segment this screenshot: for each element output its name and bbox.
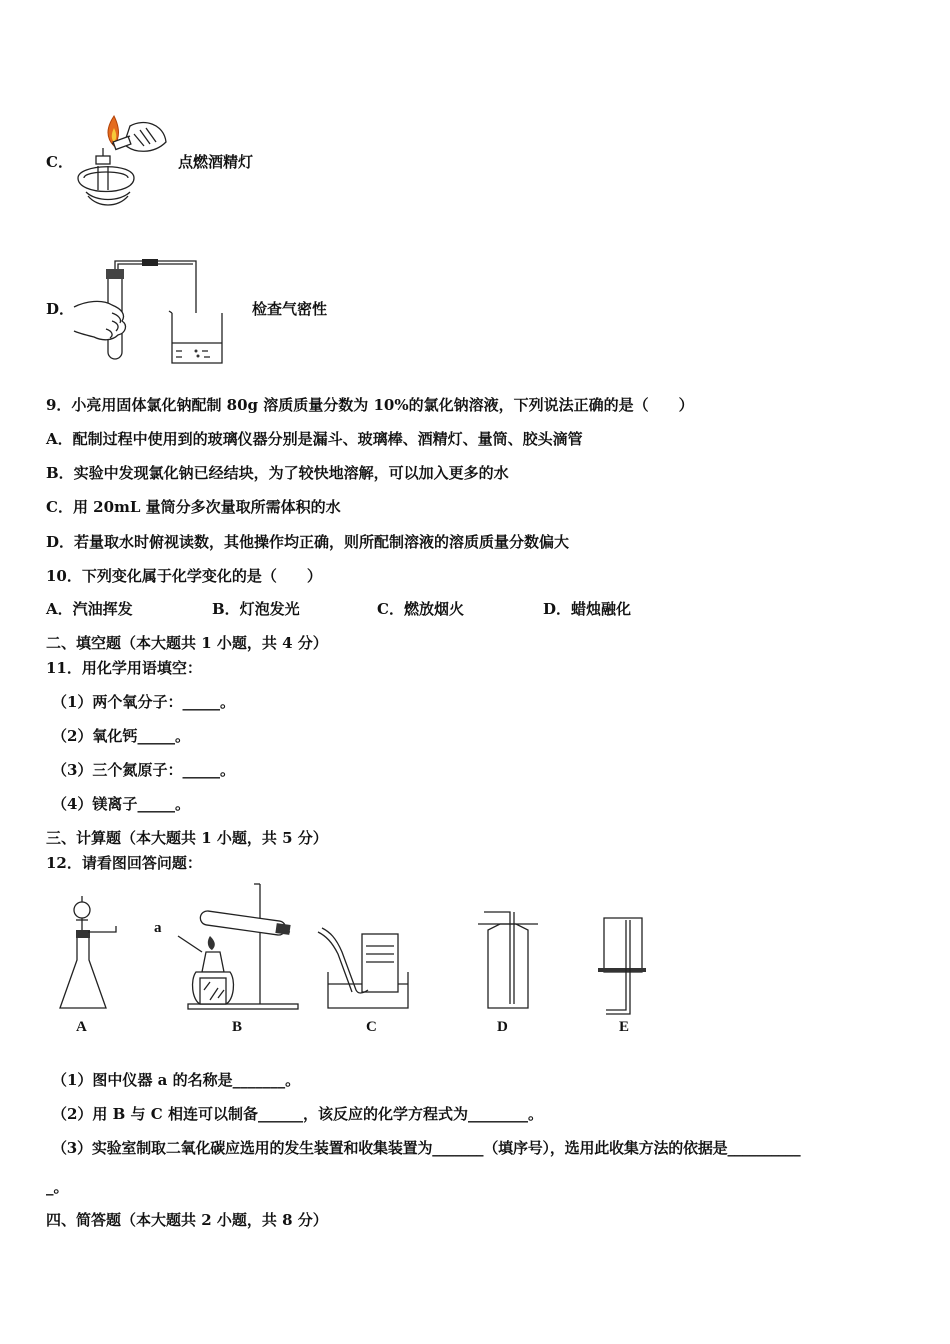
q10-stem: 10．下列变化属于化学变化的是（ ） (46, 567, 322, 585)
option-c-label: C． (46, 153, 73, 171)
figure-label-d: D (497, 1019, 508, 1035)
apparatus-b (178, 884, 298, 1009)
apparatus-figure (50, 880, 670, 1024)
q12-part-1: （1）图中仪器 a 的名称是_______。 (52, 1071, 301, 1089)
airtightness-check-figure (72, 255, 232, 374)
apparatus-d (478, 912, 538, 1008)
q11-part-4: （4）镁离子_____。 (52, 795, 190, 813)
q9-option-d: D．若量取水时俯视读数，其他操作均正确，则所配制溶液的溶质质量分数偏大 (46, 533, 570, 551)
option-d-text: 检查气密性 (252, 300, 328, 318)
section-4-heading: 四、简答题（本大题共 2 小题，共 8 分） (46, 1211, 328, 1229)
figure-label-e: E (619, 1019, 630, 1035)
figure-label-b: B (232, 1019, 243, 1035)
apparatus-e (598, 918, 646, 1014)
q12-stem: 12．请看图回答问题： (46, 854, 202, 872)
apparatus-a (60, 896, 116, 1008)
q9-option-b: B．实验中发现氯化钠已经结块，为了较快地溶解，可以加入更多的水 (46, 464, 509, 482)
q10-option-d: D．蜡烛融化 (543, 600, 632, 618)
alcohol-lamp-lighting-figure (74, 104, 174, 218)
apparatus-c (318, 928, 408, 1008)
q11-part-1: （1）两个氧分子：_____。 (52, 693, 235, 711)
q11-part-3: （3）三个氮原子：_____。 (52, 761, 235, 779)
q9-option-a: A．配制过程中使用到的玻璃仪器分别是漏斗、玻璃棒、酒精灯、量筒、胶头滴管 (46, 430, 583, 448)
figure-label-c: C (366, 1019, 377, 1035)
q12-part-3: （3）实验室制取二氧化碳应选用的发生装置和收集装置为_______（填序号），选用此收集方法的依据是__________ (52, 1139, 801, 1157)
q9-stem: 9．小亮用固体氯化钠配制 80g 溶质质量分数为 10%的氯化钠溶液，下列说法正确的是（ ） (46, 396, 694, 414)
figure-label-a: A (76, 1019, 87, 1035)
section-3-heading: 三、计算题（本大题共 1 小题，共 5 分） (46, 829, 328, 847)
q10-option-b: B．灯泡发光 (212, 600, 300, 618)
instrument-a-pointer-label: a (154, 920, 162, 936)
q12-part-2: （2）用 B 与 C 相连可以制备______，该反应的化学方程式为________。 (52, 1105, 543, 1123)
q11-part-2: （2）氧化钙_____。 (52, 727, 190, 745)
q9-option-c: C．用 20mL 量筒分多次量取所需体积的水 (46, 498, 341, 516)
q10-option-a: A．汽油挥发 (46, 600, 133, 618)
option-c-text: 点燃酒精灯 (178, 153, 254, 171)
q12-part-3-tail: _。 (46, 1178, 69, 1196)
option-d-label: D． (46, 300, 75, 318)
q11-stem: 11．用化学用语填空： (46, 659, 202, 677)
q10-option-c: C．燃放烟火 (377, 600, 464, 618)
section-2-heading: 二、填空题（本大题共 1 小题，共 4 分） (46, 634, 328, 652)
